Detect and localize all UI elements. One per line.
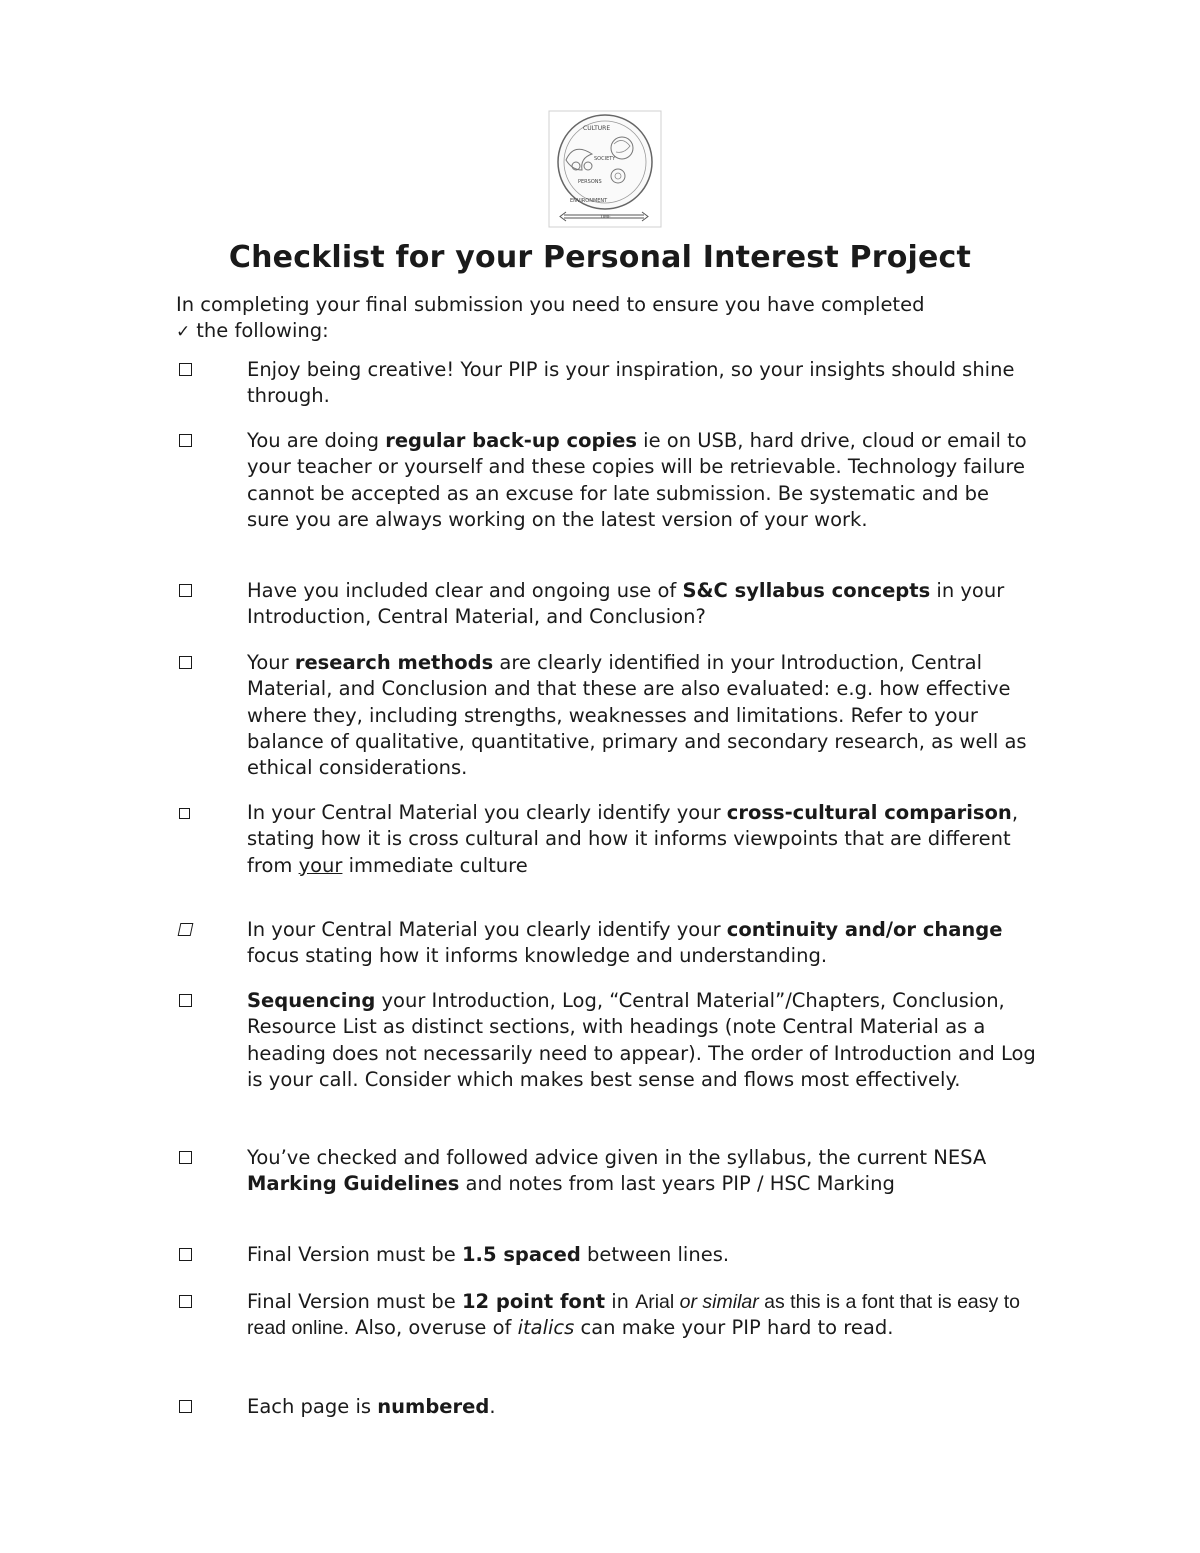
svg-text:SOCIETY: SOCIETY: [594, 156, 616, 162]
society-and-culture-emblem-icon: [548, 110, 662, 228]
checkbox[interactable]: [179, 584, 192, 597]
checkbox[interactable]: [179, 808, 190, 819]
checkbox[interactable]: [178, 923, 194, 936]
check-mark-icon: ✓: [176, 322, 191, 342]
checkbox[interactable]: [179, 1295, 192, 1308]
page-title: Checklist for your Personal Interest Project: [228, 240, 972, 275]
checkbox[interactable]: [179, 1400, 192, 1413]
intro-line-2: the following:: [196, 319, 329, 342]
checkbox[interactable]: [179, 994, 192, 1007]
svg-text:ENVIRONMENT: ENVIRONMENT: [570, 198, 608, 204]
svg-text:PERSONS: PERSONS: [578, 179, 602, 185]
svg-text:TIME: TIME: [600, 215, 611, 220]
checklist-item-text: In your Central Material you clearly identify your cross-cultural comparison, stating how it is cross cultural and how it informs viewpoints that are different from your immediate culture: [247, 801, 1019, 877]
checklist-item-text: Final Version must be 1.5 spaced between lines.: [247, 1243, 730, 1266]
intro-line-1: In completing your final submission you need to ensure you have completed: [176, 293, 925, 316]
checkbox[interactable]: [179, 656, 192, 669]
checklist-item-text: You’ve checked and followed advice given in the syllabus, the current NESA Marking Guidelines and notes from last years PIP / HSC Marking: [247, 1146, 987, 1196]
intro-paragraph: [176, 292, 1036, 345]
checklist-item-text: You are doing regular back-up copies ie on USB, hard drive, cloud or email to your teacher or yourself and these copies will be retrievable. Technology failure cannot be accepted as an excuse for late submission. Be systematic and be sure you are always working on the latest version of your work.: [247, 429, 1027, 531]
checklist-item-text: Final Version must be 12 point font in Arial or similar as this is a font that is easy to read online. Also, overuse of italics can make your PIP hard to read.: [247, 1290, 1020, 1340]
checklist-item-text: Your research methods are clearly identified in your Introduction, Central Material, and Conclusion and that these are also evaluated: e.g. how effective where they, including strengths, weaknesses and limitations. Refer to your balance of qualitative, quantitative, primary and secondary research, as well as ethical considerations.: [247, 651, 1027, 780]
checklist-item-text: In your Central Material you clearly identify your continuity and/or change focus stating how it informs knowledge and understanding.: [247, 918, 1003, 968]
checklist-item-text: Each page is numbered.: [247, 1395, 496, 1418]
checklist-item-text: Have you included clear and ongoing use of S&C syllabus concepts in your Introduction, Central Material, and Conclusion?: [247, 579, 1005, 629]
checkbox[interactable]: [179, 363, 192, 376]
checklist-item-text: Sequencing your Introduction, Log, “Central Material”/Chapters, Conclusion, Resource List as distinct sections, with headings (note Central Material as a heading does not necessarily need to appear). The order of Introduction and Log is your call. Consider which makes best sense and flows most effectively.: [247, 989, 1036, 1091]
checkbox[interactable]: [179, 434, 192, 447]
checklist-item-text: Enjoy being creative! Your PIP is your inspiration, so your insights should shine through.: [247, 358, 1015, 408]
checkbox[interactable]: [179, 1248, 192, 1261]
svg-text:CULTURE: CULTURE: [583, 125, 611, 132]
checkbox[interactable]: [179, 1151, 192, 1164]
